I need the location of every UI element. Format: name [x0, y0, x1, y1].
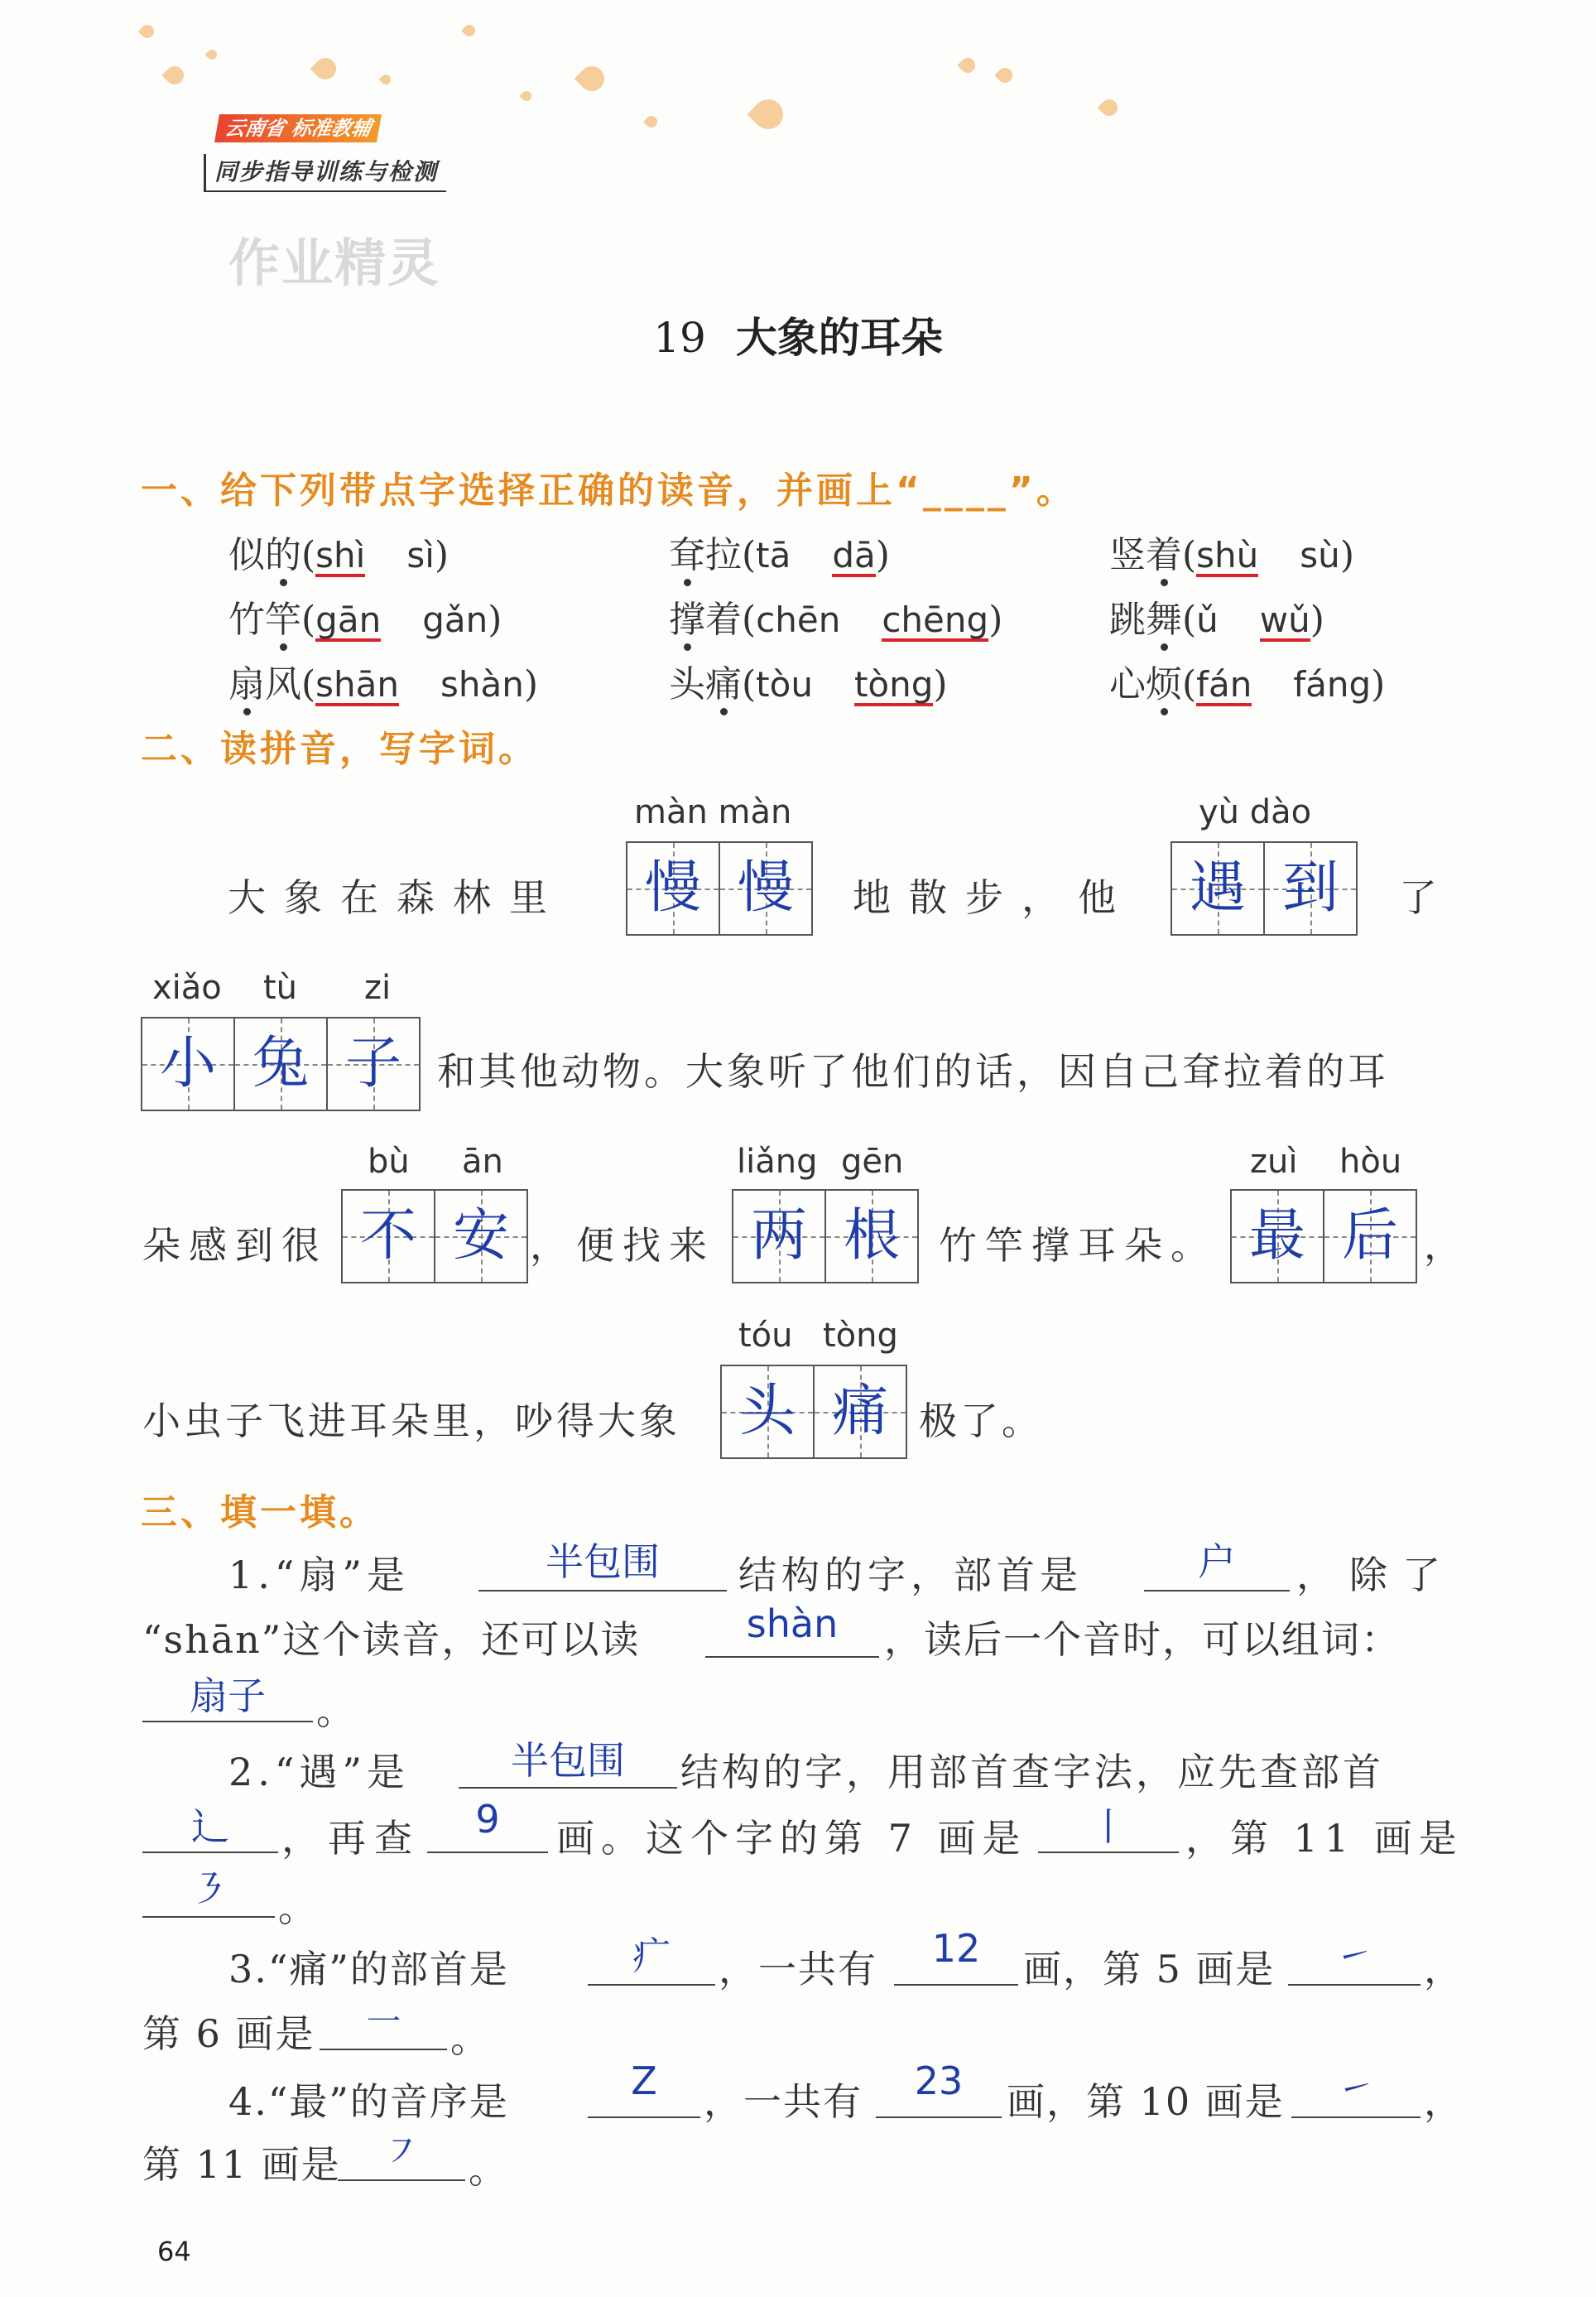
answer-box[interactable]: 最 [1230, 1189, 1324, 1283]
q2-blank[interactable] [427, 1852, 548, 1853]
q4-blank[interactable] [1291, 2116, 1421, 2118]
q3-blank[interactable] [1288, 1984, 1421, 1986]
word-char: 似 [228, 534, 265, 576]
pinyin-option[interactable]: shàn [440, 664, 524, 705]
s2-line3-pre: 朵感到很 [142, 1223, 328, 1268]
q1-text-a: 1.“扇”是 [228, 1553, 410, 1597]
page-number: 64 [157, 2236, 191, 2267]
q3-text-d: ， [1424, 1947, 1467, 1991]
pinyin-option[interactable]: sù [1300, 535, 1340, 575]
q2-text-f: 。 [278, 1885, 321, 1930]
answer-box[interactable]: 不 [341, 1189, 435, 1283]
q2-text-d: 画。这个字的第 7 画是 [556, 1816, 1027, 1861]
q2-answer: 半包围 [511, 1738, 625, 1783]
answer-box[interactable]: 子 [326, 1017, 421, 1111]
q2-blank[interactable] [459, 1787, 677, 1789]
answer-box[interactable]: 慢 [719, 841, 813, 936]
word-char: 风 [265, 663, 301, 705]
paren-close: ) [434, 534, 449, 576]
paren-close: ) [523, 663, 539, 705]
paren-close: ) [1310, 599, 1324, 641]
reading-item [1109, 654, 1385, 707]
s2-line2-post: 和其他动物。大象听了他们的话，因自己耷拉着的耳 [437, 1049, 1389, 1094]
q1-answer: 扇子 [190, 1673, 266, 1718]
paren-open: ( [301, 599, 316, 641]
word-char: 心 [1109, 663, 1146, 705]
pinyin-option[interactable]: gǎn [422, 600, 488, 640]
word-char: 着 [705, 599, 742, 641]
brand-subtitle: 同步指导训练与检测 [204, 154, 446, 192]
watermark: 作业精灵 [228, 233, 441, 293]
s2-pinyin: xiǎo [152, 969, 222, 1007]
s2-line1-post: 了 [1399, 875, 1442, 920]
paren-close: ) [1371, 663, 1386, 705]
q3-answer: 12 [931, 1926, 981, 1971]
s2-pinyin-1: màn màn [634, 793, 792, 831]
q2-text-c: ，再查 [281, 1816, 421, 1861]
paren-open: ( [301, 534, 316, 576]
brand-badge: 云南省 标准教辅 [214, 114, 382, 142]
s2-line3-post: ， [1424, 1223, 1467, 1268]
q1-text-d: “shān”这个读音，还可以读 [142, 1617, 641, 1662]
reading-item [228, 654, 538, 707]
q1-text-c: ，除了 [1296, 1553, 1455, 1597]
q2-answer: 丨 [1089, 1804, 1127, 1849]
s2-line1-pre: 大象在森林里 [228, 875, 565, 920]
paren-open: ( [1182, 534, 1197, 576]
q2-blank[interactable] [142, 1852, 278, 1853]
word-char: 耷 [669, 534, 705, 576]
reading-item [669, 525, 890, 578]
q3-text-e: 第 6 画是 [142, 2011, 315, 2056]
q1-answer: 半包围 [546, 1539, 660, 1584]
q4-answer: Z [631, 2059, 657, 2103]
word-char: 竹 [228, 599, 265, 641]
paren-open: ( [301, 663, 316, 705]
q3-blank[interactable] [588, 1984, 715, 1986]
answer-box[interactable]: 根 [824, 1189, 919, 1283]
paren-open: ( [1182, 663, 1197, 705]
word-char: 着 [1146, 534, 1182, 576]
q4-answer: ㇇ [382, 2129, 421, 2174]
s2-line4-post: 极了。 [919, 1399, 1043, 1443]
word-char: 舞 [1146, 599, 1182, 641]
answer-box[interactable]: 到 [1263, 841, 1358, 936]
s2-line3-mid2: 竹竿撑耳朵。 [939, 1223, 1217, 1268]
paren-open: ( [742, 534, 757, 576]
pinyin-option[interactable]: wǔ [1260, 602, 1310, 642]
word-char: 竿 [265, 599, 301, 641]
pinyin-option[interactable]: fáng [1293, 664, 1372, 705]
word-char: 头 [669, 663, 705, 705]
word-char: 拉 [705, 534, 742, 576]
q2-text-b: 结构的字，用部首查字法，应先查部首 [680, 1750, 1384, 1794]
section1-heading: 一、给下列带点字选择正确的读音，并画上“____”。 [141, 470, 1076, 512]
q1-blank[interactable] [142, 1721, 313, 1722]
s2-line3-mid: ，便找来 [530, 1223, 715, 1268]
reading-item [669, 590, 1002, 643]
word-char: 的 [265, 534, 301, 576]
reading-item [1109, 525, 1354, 578]
s2-pinyin: tóu [738, 1317, 793, 1355]
s2-pinyin-2: yù dào [1199, 793, 1312, 831]
reading-item [228, 525, 449, 578]
q2-answer: 9 [475, 1797, 500, 1842]
word-char: 烦 [1146, 663, 1182, 705]
s2-pinyin: gēn [841, 1143, 904, 1181]
q2-answer: ㇋ [190, 1867, 228, 1912]
pinyin-option[interactable]: gān [315, 602, 381, 642]
answer-box[interactable]: 慢 [626, 841, 720, 936]
q4-text-f: 。 [469, 2147, 512, 2192]
q1-text-f: 。 [316, 1688, 359, 1733]
answer-box[interactable]: 安 [434, 1189, 528, 1283]
word-char: 痛 [705, 663, 742, 705]
answer-box[interactable]: 小 [141, 1017, 235, 1111]
paren-open: ( [1182, 599, 1197, 641]
q3-answer: ㇀ [1335, 1933, 1373, 1978]
pinyin-option[interactable]: tòu [756, 664, 813, 705]
answer-box[interactable]: 两 [732, 1189, 826, 1283]
reading-item [669, 654, 948, 707]
paren-open: ( [742, 599, 757, 641]
q3-blank[interactable] [320, 2049, 447, 2050]
s2-pinyin: bù [368, 1143, 410, 1181]
s2-line4-pre: 小虫子飞进耳朵里，吵得大象 [142, 1399, 680, 1443]
word-char: 跳 [1109, 599, 1146, 641]
answer-box[interactable]: 后 [1323, 1189, 1417, 1283]
q1-blank[interactable] [1144, 1590, 1290, 1592]
section3-heading: 三、填一填。 [141, 1491, 379, 1534]
q3-text-f: 。 [450, 2016, 493, 2061]
paren-close: ) [875, 534, 890, 576]
pinyin-option[interactable]: ǔ [1196, 600, 1219, 640]
reading-item [1109, 590, 1324, 643]
paren-close: ) [1339, 534, 1354, 576]
answer-box[interactable]: 头 [720, 1365, 815, 1459]
q4-blank[interactable] [876, 2116, 1002, 2118]
q2-text-e: ，第 11 画是 [1185, 1816, 1464, 1861]
s2-pinyin: hòu [1339, 1143, 1402, 1181]
pinyin-option[interactable]: chēn [756, 600, 841, 640]
s2-pinyin: ān [462, 1143, 503, 1181]
q3-answer: 疒 [632, 1933, 671, 1978]
q3-text-a: 3.“痛”的部首是 [228, 1947, 509, 1991]
paren-close: ) [988, 599, 1003, 641]
q1-answer: 户 [1198, 1539, 1236, 1584]
pinyin-option[interactable]: fán [1196, 667, 1252, 706]
reading-item [228, 590, 502, 643]
q4-text-c: 画，第 10 画是 [1007, 2079, 1285, 2124]
answer-box[interactable]: 兔 [233, 1017, 328, 1111]
q4-text-a: 4.“最”的音序是 [228, 2079, 509, 2124]
paren-close: ) [933, 663, 948, 705]
q1-text-e: ，读后一个音时，可以组词： [884, 1617, 1401, 1662]
word-char: 竖 [1109, 534, 1146, 576]
paren-close: ) [488, 599, 502, 641]
q1-answer: shàn [746, 1601, 839, 1646]
word-char: 扇 [228, 663, 265, 705]
s2-pinyin: zuì [1250, 1143, 1298, 1181]
q1-blank[interactable] [705, 1656, 879, 1658]
q3-answer: ㇐ [364, 1998, 402, 2043]
pinyin-option[interactable]: shì [315, 537, 365, 577]
s2-pinyin: zi [364, 969, 392, 1007]
q4-blank[interactable] [338, 2179, 465, 2181]
q1-blank[interactable] [478, 1590, 727, 1592]
pinyin-option[interactable]: tòng [854, 667, 933, 706]
q4-answer: 23 [914, 2059, 964, 2103]
section2-heading: 二、读拼音，写字词。 [141, 728, 538, 770]
pinyin-option[interactable]: tā [756, 535, 791, 575]
q2-blank[interactable] [1038, 1852, 1179, 1853]
answer-box[interactable]: 痛 [813, 1365, 907, 1459]
pinyin-option[interactable]: dā [832, 537, 875, 577]
pinyin-option[interactable]: shān [315, 667, 399, 706]
lesson-title: 19 大象的耳朵 [653, 314, 943, 362]
paren-open: ( [742, 663, 757, 705]
q4-blank[interactable] [588, 2116, 700, 2118]
answer-box[interactable]: 遇 [1171, 841, 1265, 936]
q2-answer: 辶 [191, 1804, 229, 1849]
q4-answer: ㇀ [1337, 2066, 1375, 2111]
s2-pinyin: tòng [823, 1317, 898, 1355]
q3-blank[interactable] [894, 1984, 1018, 1986]
pinyin-option[interactable]: sì [406, 535, 435, 575]
q4-text-b: ，一共有 [704, 2079, 863, 2124]
q2-blank[interactable] [142, 1916, 275, 1918]
s2-line1-mid: 地散步，他 [853, 875, 1134, 920]
pinyin-option[interactable]: shù [1196, 537, 1258, 577]
s2-pinyin: tù [263, 969, 298, 1007]
q3-text-c: 画，第 5 画是 [1023, 1947, 1276, 1991]
q1-text-b: 结构的字，部首是 [738, 1553, 1083, 1597]
word-char: 撑 [669, 599, 705, 641]
s2-pinyin: liǎng [737, 1143, 818, 1181]
q4-text-d: ， [1424, 2079, 1467, 2124]
q3-text-b: ，一共有 [719, 1947, 877, 1991]
pinyin-option[interactable]: chēng [882, 602, 988, 642]
q4-text-e: 第 11 画是 [142, 2142, 341, 2187]
q2-text-a: 2.“遇”是 [228, 1750, 410, 1794]
